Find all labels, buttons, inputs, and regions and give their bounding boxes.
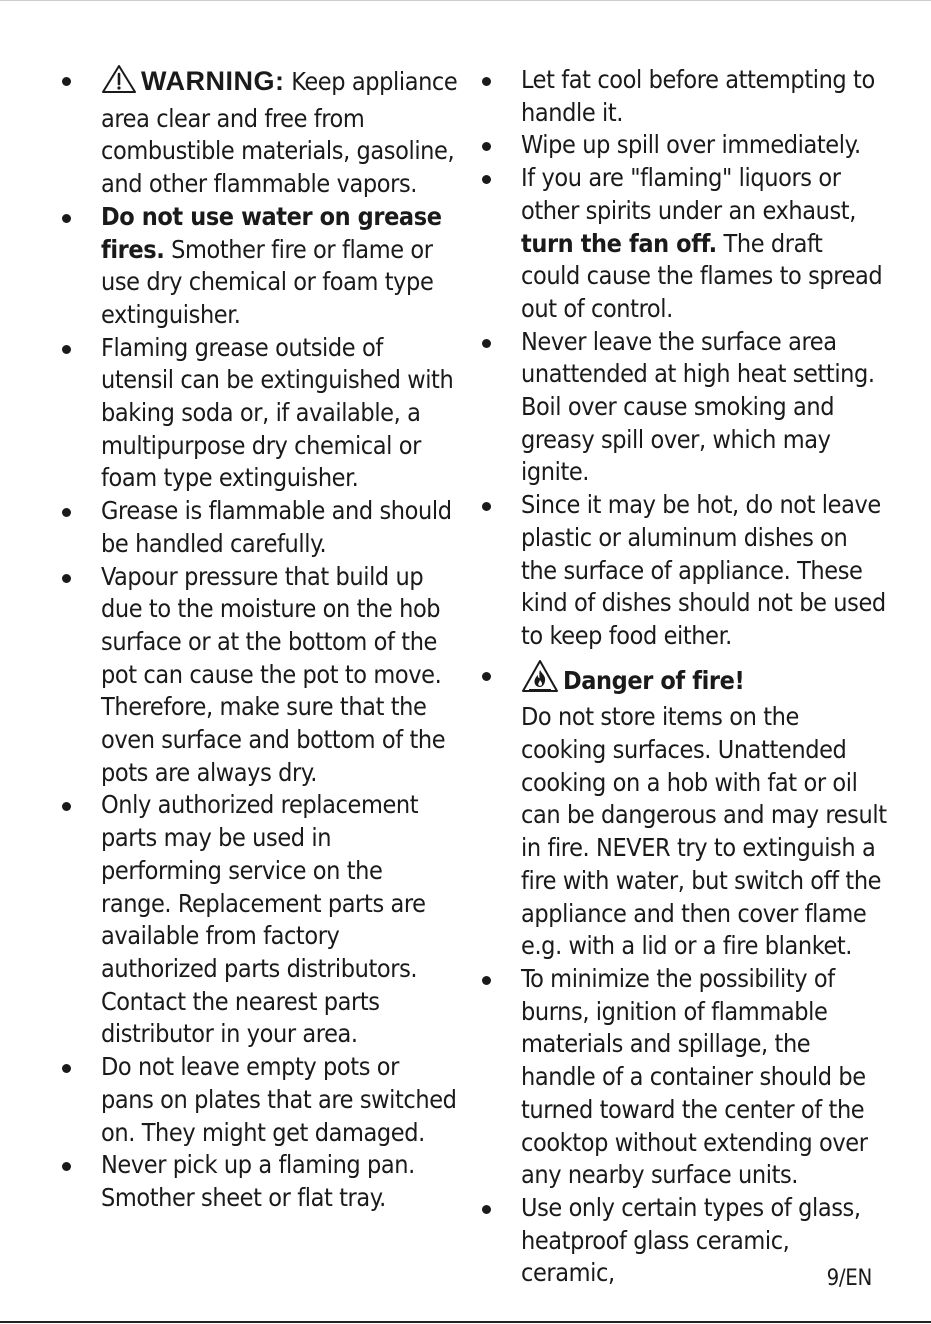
bullet-dot (62, 77, 71, 86)
bullet-dot (482, 77, 491, 86)
item-text: Smother fire or flame or use dry chemical or foam type extinguisher. (101, 234, 434, 329)
item-text: Never leave the surface area unattended at high heat setting. Boil over cause smoking and greasy spill over, which may ignite. (521, 326, 875, 487)
list-item (58, 561, 458, 790)
bullet-dot (482, 1205, 491, 1214)
item-text: Never pick up a flaming pan. Smother sheet or flat tray. (101, 1150, 415, 1212)
list-item (478, 64, 888, 129)
item-text: To minimize the possibility of burns, ignition of flammable materials and spillage, the handle of a container should be turned toward the center of the cooktop without extending over any nearby surface units. (521, 963, 868, 1190)
item-text: Vapour pressure that build up due to the moisture on the hob surface or at the bottom of the pot can cause the pot to move. Therefore, make sure that the oven surface and bottom of the pots are always dry. (101, 561, 446, 787)
bullet-dot (62, 214, 71, 223)
list-item (478, 162, 888, 326)
item-text: Do not leave empty pots or pans on plates that are switched on. They might get damaged. (101, 1052, 457, 1147)
list-item (478, 963, 888, 1192)
bullet-dot (62, 1162, 71, 1171)
list-item (58, 1051, 458, 1149)
right-column (478, 64, 888, 1290)
item-text: Keep appliance area clear and free from combustible materials, gasoline, and other flammable vapors. (101, 67, 458, 199)
list-item (58, 1149, 458, 1214)
item-text: Let fat cool before attempting to handle it. (521, 65, 875, 127)
item-text: Flaming grease outside of utensil can be extinguished with baking soda or, if available, a multipurpose dry chemical or foam type extinguisher. (101, 332, 454, 493)
left-column (58, 64, 458, 1215)
bullet-dot (62, 1064, 71, 1073)
right-bullet-list (478, 64, 888, 1290)
bullet-dot (62, 345, 71, 354)
item-bold-phrase: turn the fan off. (521, 228, 717, 258)
item-text: Grease is flammable and should be handled carefully. (101, 496, 452, 558)
bullet-dot (482, 339, 491, 348)
list-item (478, 653, 888, 963)
item-text: Only authorized replacement parts may be used in performing service on the range. Replacement parts are available from factory authorized parts distributors. Contact the nearest parts distributor in your area. (101, 790, 426, 1049)
bullet-dot (482, 175, 491, 184)
bullet-dot (482, 672, 491, 681)
list-item (478, 326, 888, 490)
bottom-rule (0, 1321, 931, 1323)
warning-triangle-icon (101, 64, 137, 103)
bullet-dot (62, 802, 71, 811)
list-item (58, 789, 458, 1051)
item-text-before: If you are "flaming" liquors or other spirits under an exhaust, (521, 163, 856, 225)
warning-heading: WARNING: (141, 66, 285, 96)
item-bold-lead: Do not use water on grease fires. (101, 201, 442, 264)
bullet-dot (482, 976, 491, 985)
item-text-after: The draft could cause the flames to spread out of control. (521, 228, 883, 323)
item-text: Do not store items on the cooking surfaces. Unattended cooking on a hob with fat or oil can be dangerous and may result in fire. NEVER try to extinguish a fire with water, but switch off the appliance and then cover flame e.g. with a lid or a fire blanket. (521, 702, 887, 961)
bullet-dot (482, 502, 491, 511)
list-item (58, 495, 458, 560)
item-text: Since it may be hot, do not leave plastic or aluminum dishes on the surface of appliance. These kind of dishes should not be used to keep food either. (521, 490, 886, 650)
list-item (58, 64, 458, 201)
left-bullet-list (58, 64, 458, 1215)
fire-hazard-icon (521, 659, 559, 702)
list-item (58, 201, 458, 332)
list-item (58, 332, 458, 496)
bullet-dot (482, 142, 491, 151)
fire-heading: Danger of fire! (563, 665, 745, 695)
page-number: 9/EN (826, 1266, 872, 1291)
item-text: Use only certain types of glass, heatproof glass ceramic, ceramic, (521, 1192, 861, 1288)
item-text: Wipe up spill over immediately. (521, 130, 861, 160)
top-edge (0, 0, 931, 1)
list-item (478, 489, 888, 653)
bullet-dot (62, 508, 71, 517)
bullet-dot (62, 574, 71, 583)
list-item (478, 129, 888, 162)
